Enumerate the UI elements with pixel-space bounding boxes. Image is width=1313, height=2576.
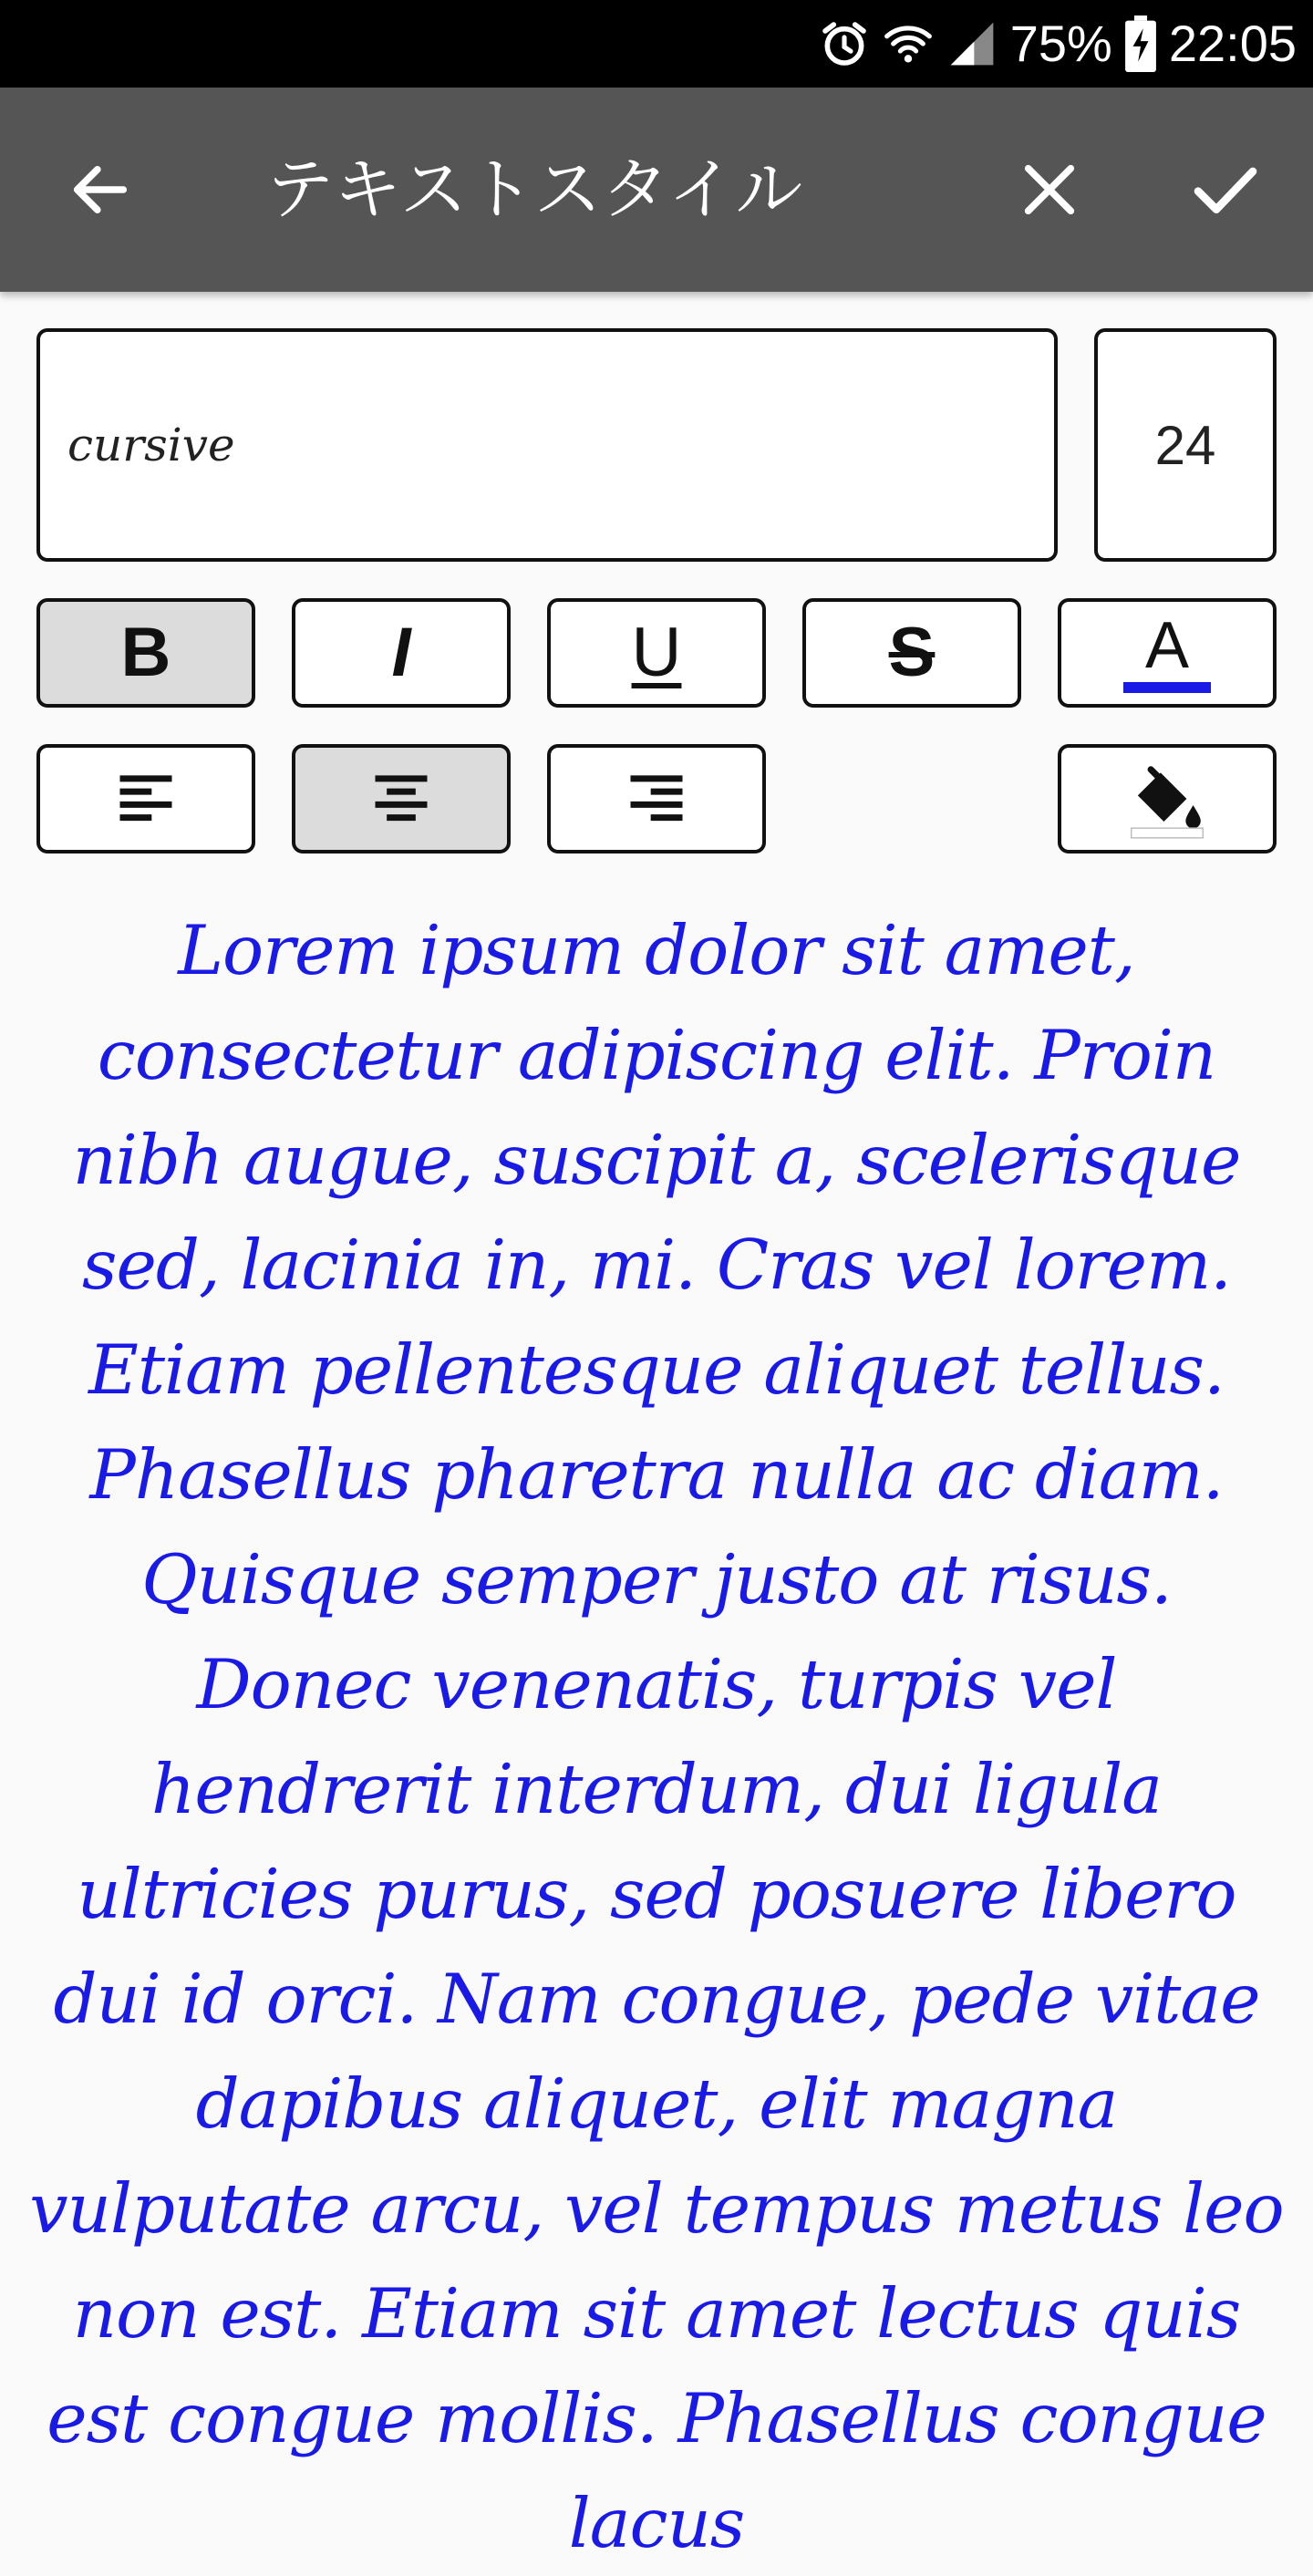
background-color-swatch (1132, 828, 1204, 838)
underline-button[interactable] (547, 598, 766, 708)
text-color-button[interactable] (1058, 598, 1277, 708)
clock: 22:05 (1168, 15, 1297, 72)
align-center-button[interactable] (292, 744, 511, 853)
page-title: テキストスタイル (266, 150, 803, 229)
italic-button[interactable] (292, 598, 511, 708)
back-button[interactable] (55, 144, 146, 235)
bold-button[interactable] (36, 598, 255, 708)
signal-icon (946, 18, 998, 69)
paint-bucket-icon (1122, 753, 1213, 844)
align-right-button[interactable] (547, 744, 766, 853)
app-toolbar (0, 88, 1313, 292)
text-color-label: A (1144, 609, 1190, 682)
align-left-button[interactable] (36, 744, 255, 853)
align-right-icon (622, 764, 691, 833)
alarm-icon (819, 18, 870, 69)
font-family-field[interactable] (36, 328, 1058, 562)
font-family-value: cursive (67, 419, 235, 471)
check-icon (1189, 153, 1262, 226)
underline-label: U (631, 614, 682, 691)
battery-icon (1125, 16, 1156, 72)
back-arrow-icon (66, 155, 135, 224)
font-size-field[interactable] (1094, 328, 1277, 562)
align-left-icon (111, 764, 181, 833)
italic-label: I (391, 614, 411, 691)
strikethrough-button[interactable] (802, 598, 1021, 708)
bold-label: B (120, 614, 171, 691)
close-icon (1018, 158, 1081, 222)
strikethrough-label: S (888, 614, 936, 691)
close-button[interactable] (1004, 144, 1095, 235)
status-bar (0, 0, 1313, 88)
confirm-button[interactable] (1180, 144, 1271, 235)
align-center-icon (367, 764, 436, 833)
battery-percent: 75% (1009, 15, 1112, 72)
text-color-swatch (1123, 682, 1211, 693)
wifi-icon (883, 18, 934, 69)
font-size-value: 24 (1154, 414, 1216, 476)
background-color-button[interactable] (1058, 744, 1277, 853)
preview-text: Lorem ipsum dolor sit amet, consectetur adipiscing elit. Proin nibh augue, suscipit a, scelerisque sed, lacinia in, mi. Cras vel lorem. Etiam pellentesque aliquet tellus. Phasellus pharetra nulla ac diam. Quisque semper justo at risus. Donec venenatis, turpis vel hendrerit interdum, dui ligula ultricies purus, sed posuere libero dui id orci. Nam congue, pede vitae dapibus aliquet, elit magna vulputate arcu, vel tempus metus leo non est. Etiam sit amet lectus quis est congue mollis. Phasellus congue lacus (29, 910, 1284, 2563)
